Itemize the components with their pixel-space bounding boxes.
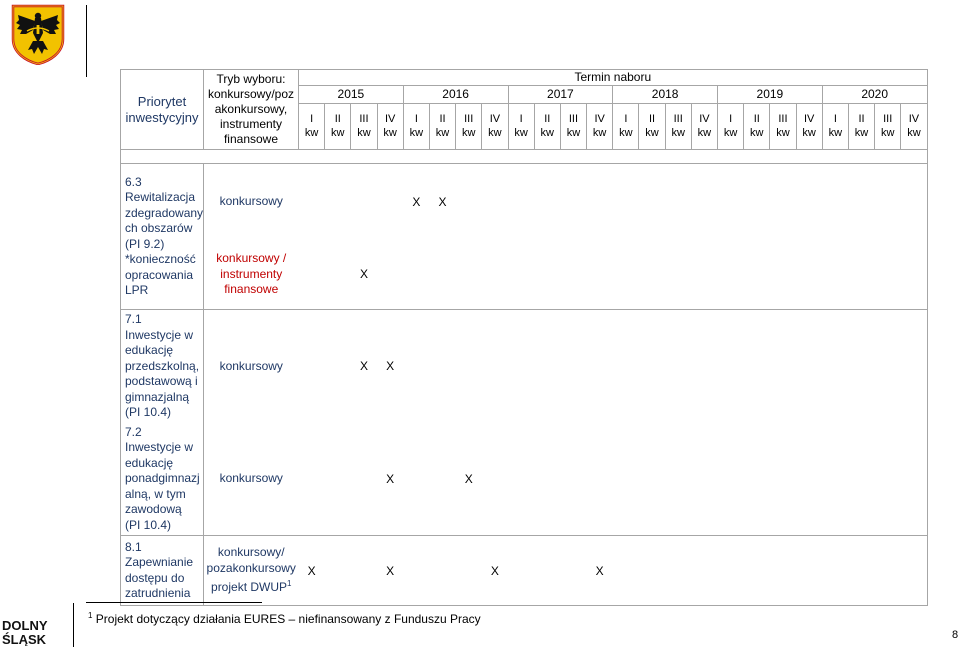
quarter-cell (299, 310, 325, 423)
quarter-cell (639, 164, 665, 240)
quarter-cell (744, 310, 770, 423)
quarter-roman: I (833, 113, 837, 126)
quarter-cell (744, 164, 770, 240)
quarter-cell (299, 240, 325, 310)
quarter-cell (613, 164, 639, 240)
quarter-roman: III (464, 113, 474, 126)
quarter-cell (665, 164, 691, 240)
quarter-cell (718, 423, 744, 536)
quarter-cell (822, 536, 848, 606)
quarter-header (665, 103, 691, 149)
quarter-cell (796, 423, 822, 536)
quarter-cell (875, 536, 901, 606)
quarter-cell (534, 164, 560, 240)
quarter-roman: I (519, 113, 523, 126)
quarter-cell (560, 310, 586, 423)
quarter-cell (587, 164, 613, 240)
quarter-unit: kw (383, 127, 397, 140)
quarter-unit: kw (357, 127, 371, 140)
quarter-header (848, 103, 874, 149)
quarter-cell (691, 423, 717, 536)
quarter-unit: kw (566, 127, 581, 140)
quarter-cell (429, 536, 455, 606)
quarter-unit: kw (488, 127, 502, 140)
footer-divider (73, 603, 74, 647)
quarter-roman: I (414, 113, 418, 126)
quarter-unit: kw (619, 127, 633, 140)
tryb-cell (204, 164, 299, 240)
quarter-header (482, 103, 508, 149)
year-header: 2015 (299, 85, 404, 103)
quarter-cell (482, 310, 508, 423)
quarter-header (403, 103, 429, 149)
quarter-cell (534, 240, 560, 310)
quarter-cell (403, 240, 429, 310)
quarter-cell (534, 310, 560, 423)
quarter-cell (639, 310, 665, 423)
priority-cell: 7.2 Inwestycje w edukację ponadgimnazj alną, w tym zawodową (PI 10.4) (121, 423, 204, 536)
quarter-unit: kw (592, 127, 607, 140)
quarter-cell (508, 310, 534, 423)
quarter-cell (639, 423, 665, 536)
quarter-roman: IV (384, 113, 396, 126)
schedule-mark: X (351, 240, 377, 310)
quarter-unit: kw (540, 127, 554, 140)
quarter-unit: kw (514, 127, 528, 140)
tryb-cell (204, 536, 299, 606)
quarter-header (901, 103, 927, 149)
quarter-cell (875, 164, 901, 240)
quarter-roman: III (568, 113, 579, 126)
quarter-cell (377, 240, 403, 310)
quarter-cell (351, 164, 377, 240)
quarter-cell (770, 423, 796, 536)
quarter-cell (665, 240, 691, 310)
quarter-roman: III (359, 113, 369, 126)
quarter-cell (875, 240, 901, 310)
quarter-header (508, 103, 534, 149)
schedule-mark: X (377, 310, 403, 423)
table-row (121, 240, 928, 310)
schedule-mark: X (587, 536, 613, 606)
quarter-header (456, 103, 482, 149)
logo-line-1: DOLNY (2, 618, 48, 633)
quarter-cell (482, 423, 508, 536)
quarter-cell (429, 423, 455, 536)
quarter-cell (901, 164, 927, 240)
quarter-cell (508, 164, 534, 240)
quarter-unit: kw (854, 127, 869, 140)
quarter-cell (744, 423, 770, 536)
priority-cell: 7.1 Inwestycje w edukację przedszkolną, podstawową i gimnazjalną (PI 10.4) (121, 310, 204, 423)
quarter-cell (875, 423, 901, 536)
quarter-cell (508, 536, 534, 606)
footnote (88, 608, 481, 627)
quarter-roman: II (858, 113, 865, 126)
schedule-mark: X (429, 164, 455, 240)
quarter-unit: kw (409, 127, 424, 140)
quarter-roman: IV (594, 113, 605, 126)
quarter-roman: III (673, 113, 683, 126)
quarter-unit: kw (697, 127, 712, 140)
quarter-cell (587, 423, 613, 536)
quarter-header (351, 103, 377, 149)
quarter-header (613, 103, 639, 149)
quarter-cell (718, 536, 744, 606)
tryb-label: konkursowy (219, 471, 283, 485)
table-row (121, 164, 928, 240)
quarter-cell (770, 240, 796, 310)
quarter-cell (796, 310, 822, 423)
quarter-cell (691, 310, 717, 423)
quarter-cell (534, 536, 560, 606)
schedule-mark: X (456, 423, 482, 536)
column-header-priority: Priorytet inwestycyjny (121, 70, 204, 150)
tryb-label: konkursowy (219, 358, 283, 373)
quarter-cell (456, 240, 482, 310)
quarter-cell (508, 240, 534, 310)
quarter-cell (560, 164, 586, 240)
quarter-cell (299, 164, 325, 240)
quarter-cell (429, 310, 455, 423)
quarter-cell (718, 310, 744, 423)
quarter-unit: kw (461, 127, 476, 140)
quarter-roman: II (753, 113, 760, 126)
footnote-divider (86, 602, 262, 603)
tryb-line: konkursowy/ (217, 545, 285, 560)
quarter-cell (901, 423, 927, 536)
logo-line-2: ŚLĄSK (2, 632, 47, 646)
schedule-table (120, 69, 928, 606)
year-header: 2016 (403, 85, 508, 103)
quarter-unit: kw (645, 127, 659, 140)
quarter-cell (822, 423, 848, 536)
quarter-header (587, 103, 613, 149)
quarter-header (299, 103, 325, 149)
quarter-cell (456, 310, 482, 423)
quarter-cell (403, 310, 429, 423)
quarter-cell (377, 164, 403, 240)
quarter-cell (665, 423, 691, 536)
quarter-cell (351, 423, 377, 536)
quarter-cell (665, 536, 691, 606)
quarter-cell (403, 536, 429, 606)
quarter-roman: II (648, 113, 656, 126)
footnote-text: Projekt dotyczący działania EURES – niefinansowany z Funduszu Pracy (95, 612, 481, 626)
quarter-cell (403, 423, 429, 536)
schedule-mark: X (351, 310, 377, 423)
quarter-cell (718, 240, 744, 310)
table-row (121, 310, 928, 423)
quarter-cell (848, 536, 874, 606)
quarter-cell (770, 310, 796, 423)
priority-cell: 8.1 Zapewnianie dostępu do zatrudnienia (121, 536, 204, 606)
table-body (121, 164, 928, 606)
schedule-mark: X (377, 423, 403, 536)
quarter-unit: kw (907, 127, 921, 140)
dolny-slask-logo (2, 618, 62, 646)
year-header: 2019 (718, 85, 823, 103)
quarter-cell (560, 536, 586, 606)
page-number: 8 (952, 629, 959, 641)
quarter-roman: I (624, 113, 628, 126)
quarter-header (822, 103, 848, 149)
quarter-cell (691, 240, 717, 310)
quarter-cell (796, 164, 822, 240)
quarter-header (429, 103, 455, 149)
quarter-header (325, 103, 351, 149)
tryb-label: konkursowy (219, 194, 283, 208)
quarter-cell (796, 240, 822, 310)
quarter-cell (508, 423, 534, 536)
tryb-cell (204, 310, 299, 423)
quarter-header (875, 103, 901, 149)
quarter-cell (587, 310, 613, 423)
header-spacer-row (121, 150, 928, 164)
quarter-unit: kw (880, 127, 895, 140)
quarter-cell (482, 240, 508, 310)
header-divider (86, 5, 87, 77)
quarter-roman: II (334, 113, 341, 126)
quarter-header (639, 103, 665, 149)
quarter-header (534, 103, 560, 149)
year-header: 2020 (822, 85, 927, 103)
quarter-cell (613, 240, 639, 310)
quarter-cell (691, 536, 717, 606)
quarter-roman: IV (803, 113, 815, 126)
footnote-number: 1 (88, 611, 93, 620)
quarter-cell (639, 536, 665, 606)
tryb-cell (204, 240, 299, 310)
schedule-mark: X (482, 536, 508, 606)
quarter-cell (901, 240, 927, 310)
column-header-termin: Termin naboru (299, 70, 928, 86)
quarter-unit: kw (802, 127, 816, 140)
quarter-header (770, 103, 796, 149)
quarter-roman: III (778, 113, 788, 126)
column-header-tryb: Tryb wyboru: konkursowy/poz akonkursowy, instrumenty finansowe (204, 70, 299, 150)
tryb-footnote-ref: 1 (287, 579, 292, 589)
quarter-roman: I (729, 113, 733, 126)
quarter-unit: kw (776, 127, 790, 140)
tryb-line: projekt DWUP (211, 580, 288, 595)
quarter-cell (691, 164, 717, 240)
quarter-cell (770, 164, 796, 240)
quarter-cell (796, 536, 822, 606)
quarter-cell (613, 536, 639, 606)
quarter-cell (848, 164, 874, 240)
quarter-header (377, 103, 403, 149)
quarter-cell (325, 536, 351, 606)
quarter-cell (639, 240, 665, 310)
quarter-header (691, 103, 717, 149)
quarter-cell (534, 423, 560, 536)
quarter-cell (325, 240, 351, 310)
tryb-line: pozakonkursowy (206, 560, 296, 575)
quarter-cell (560, 240, 586, 310)
table-row (121, 536, 928, 606)
quarter-roman: II (544, 113, 551, 126)
priority-cell: 6.3 Rewitalizacja zdegradowany ch obszarów (PI 9.2) *konieczność opracowania LPR (121, 164, 204, 310)
quarter-cell (456, 164, 482, 240)
tryb-cell (204, 423, 299, 536)
quarter-cell (587, 240, 613, 310)
quarter-cell (718, 164, 744, 240)
quarter-cell (848, 423, 874, 536)
quarter-cell (325, 423, 351, 536)
quarter-header (718, 103, 744, 149)
schedule-mark: X (377, 536, 403, 606)
quarter-cell (848, 310, 874, 423)
quarter-header (744, 103, 770, 149)
quarter-cell (901, 310, 927, 423)
quarter-header (796, 103, 822, 149)
quarter-cell (901, 536, 927, 606)
quarter-unit: kw (304, 127, 319, 140)
quarter-roman: IV (699, 113, 710, 126)
year-header: 2017 (508, 85, 613, 103)
quarter-unit: kw (671, 127, 685, 140)
quarter-cell (613, 423, 639, 536)
quarter-roman: IV (489, 113, 501, 126)
quarter-cell (351, 536, 377, 606)
tryb-label: konkursowy / instrumenty finansowe (216, 251, 287, 296)
quarter-cell (822, 164, 848, 240)
quarter-roman: I (310, 113, 314, 126)
quarter-cell (613, 310, 639, 423)
year-header: 2018 (613, 85, 718, 103)
quarter-cell (744, 536, 770, 606)
quarter-roman: III (883, 113, 893, 126)
quarter-cell (456, 536, 482, 606)
schedule-mark: X (403, 164, 429, 240)
quarter-header (560, 103, 586, 149)
quarter-unit: kw (435, 127, 450, 140)
eagle-crest-icon (10, 3, 66, 65)
quarter-cell (744, 240, 770, 310)
quarter-unit: kw (750, 127, 764, 140)
quarter-cell (325, 310, 351, 423)
quarter-unit: kw (723, 127, 738, 140)
quarter-cell (848, 240, 874, 310)
quarter-cell (429, 240, 455, 310)
quarter-cell (299, 423, 325, 536)
quarter-cell (875, 310, 901, 423)
quarter-cell (325, 164, 351, 240)
quarter-cell (822, 310, 848, 423)
quarter-cell (770, 536, 796, 606)
quarter-cell (482, 164, 508, 240)
quarter-unit: kw (331, 127, 345, 140)
quarter-cell (560, 423, 586, 536)
quarter-roman: II (439, 113, 446, 126)
quarter-cell (665, 310, 691, 423)
quarter-roman: IV (908, 113, 920, 126)
quarter-unit: kw (828, 127, 843, 140)
schedule-mark: X (299, 536, 325, 606)
quarter-cell (822, 240, 848, 310)
table-row (121, 423, 928, 536)
